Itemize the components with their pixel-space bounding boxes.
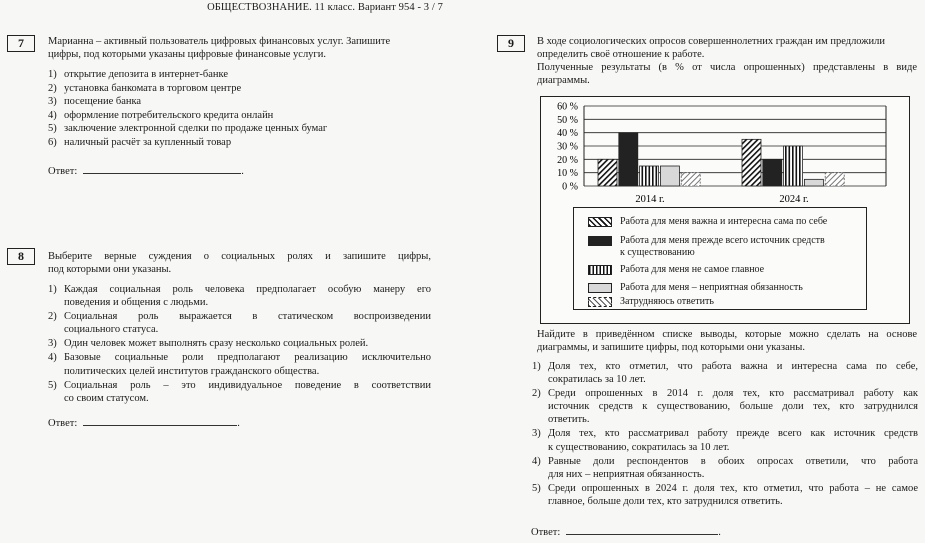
option-text: открытие депозита в интернет-банке [64, 69, 229, 80]
option-text [548, 482, 918, 508]
option-text [548, 455, 918, 481]
option-item [532, 387, 918, 426]
answer-field[interactable] [83, 163, 241, 174]
option-line: ответить. [548, 414, 590, 426]
y-tick-label: 40 % [557, 128, 578, 140]
question-7-text [48, 35, 438, 61]
legend-item [588, 264, 764, 276]
question-7-line: Марианна – активный пользователь цифровых финансовых услуг. Запишите [48, 36, 391, 47]
question-9-answer [531, 524, 721, 538]
y-tick-label: 60 % [557, 101, 578, 113]
option-line: Среди опрошенных в 2024 г. доля тех, кто отметил, что работа – не самое [548, 482, 918, 494]
legend-item [588, 235, 825, 259]
option-line: сократилась за 10 лет. [548, 374, 646, 386]
question-9-options [532, 360, 918, 509]
option-text [548, 360, 918, 386]
option-item [48, 109, 438, 123]
legend-item [588, 216, 827, 228]
option-item [48, 351, 431, 377]
option-item [48, 122, 438, 136]
question-8-options [48, 283, 431, 406]
legend-swatch [588, 217, 612, 227]
question-8-answer [48, 415, 240, 429]
answer-end: . [241, 166, 244, 177]
option-line: для них – неприятная обязанность. [548, 468, 705, 480]
option-number: 4) [532, 455, 541, 467]
question-8-line: Выберите верные суждения о социальных ролях и запишите цифры, [48, 251, 431, 262]
option-line: источник средств к существованию, больше доли тех, кто затруднился [548, 401, 918, 413]
question-7-number: 7 [7, 35, 35, 52]
option-number: 1) [532, 361, 541, 372]
option-text [548, 427, 918, 453]
answer-end: . [718, 527, 721, 538]
question-9-intro [537, 35, 917, 87]
question-9-line: определить своё отношение к работе. [537, 49, 705, 60]
option-number: 2) [48, 82, 57, 94]
answer-label: Ответ: [48, 166, 78, 177]
bar [598, 159, 617, 186]
option-line: Социальная роль выражается в статическом воспроизведении [64, 311, 431, 323]
option-item [48, 337, 431, 350]
option-item [48, 68, 438, 82]
x-tick-label: 2024 г. [779, 194, 809, 205]
legend-swatch [588, 297, 612, 307]
question-9-line: Полученные результаты (в % от числа опрошенных) представлены в виде [537, 62, 917, 73]
option-line: поведения и общения с людьми. [64, 297, 209, 309]
option-item [532, 427, 918, 453]
option-line: Среди опрошенных в 2014 г. доля тех, кто рассматривал работу как [548, 388, 918, 400]
chart-legend [573, 207, 867, 310]
option-item [48, 136, 438, 150]
option-text [548, 387, 918, 426]
legend-label [620, 264, 764, 276]
option-line: Один человек может выполнять сразу несколько социальных ролей. [64, 338, 369, 350]
bar [660, 166, 679, 186]
option-number: 6) [48, 136, 57, 148]
legend-line: Работа для меня важна и интересна сама по себе [620, 216, 828, 227]
option-text: посещение банка [64, 96, 142, 108]
answer-field[interactable] [566, 524, 718, 535]
question-9-line: диаграммы. [537, 75, 590, 86]
question-9-number: 9 [497, 35, 525, 52]
question-9-line: диаграммы, и запишите цифры, под которыми они указаны. [537, 342, 805, 353]
y-tick-label: 0 % [562, 181, 578, 193]
question-7-answer [48, 163, 244, 177]
legend-item [588, 296, 714, 308]
option-line: Социальная роль – это индивидуальное поведение в соответствии [64, 379, 431, 391]
question-8-line: под которыми они указаны. [48, 264, 172, 275]
legend-swatch [588, 283, 612, 293]
question-8-number: 8 [7, 248, 35, 265]
bar [619, 133, 638, 186]
y-tick-label: 10 % [557, 168, 578, 180]
question-8-text [48, 250, 431, 276]
option-number: 5) [532, 482, 541, 494]
option-text: заключение электронной сделки по продаже ценных бумаг [64, 123, 328, 135]
bar [804, 179, 823, 186]
legend-label [620, 296, 714, 308]
y-tick-label: 30 % [557, 141, 578, 153]
option-item [48, 82, 438, 96]
option-text: оформление потребительского кредита онлайн [64, 109, 274, 121]
bar [784, 146, 803, 186]
option-line: Каждая социальная роль человека предполагает особую манеру его [64, 284, 431, 295]
option-number: 1) [48, 69, 57, 80]
option-text [64, 379, 431, 405]
answer-field[interactable] [83, 415, 237, 426]
legend-swatch [588, 265, 612, 275]
legend-label [620, 216, 827, 228]
bar [763, 159, 782, 186]
option-text [64, 283, 431, 309]
legend-line: Работа для меня не самое главное [620, 264, 765, 275]
legend-swatch [588, 236, 612, 246]
option-item [532, 482, 918, 508]
option-number: 1) [48, 284, 57, 295]
question-9-line: В ходе социологических опросов совершеннолетних граждан им предложили [537, 36, 886, 47]
option-line: политических целей институтов гражданского общества. [64, 365, 320, 377]
option-item [48, 310, 431, 336]
option-item [48, 95, 438, 109]
option-number: 5) [48, 379, 57, 391]
option-item [532, 360, 918, 386]
bar [640, 166, 659, 186]
option-text: установка банкомата в торговом центре [64, 82, 242, 94]
legend-line: Работа для меня прежде всего источник средств [620, 235, 825, 246]
option-text [64, 310, 431, 336]
option-item [48, 283, 431, 309]
question-7-line: цифры, под которыми указаны цифровые финансовые услуги. [48, 49, 326, 60]
bar [742, 139, 761, 186]
x-tick-label: 2014 г. [635, 194, 665, 205]
option-text [64, 337, 431, 350]
question-7-options [48, 68, 438, 150]
option-line: к существованию, сократилась за 10 лет. [548, 441, 730, 453]
option-number: 2) [532, 388, 541, 400]
bar [681, 173, 700, 186]
option-line: Доля тех, кто рассматривал работу прежде всего как источник средств [548, 428, 918, 440]
legend-item [588, 282, 803, 294]
option-number: 4) [48, 109, 57, 121]
option-number: 5) [48, 123, 57, 135]
option-line: Базовые социальные роли предполагают реализацию исключительно [64, 352, 431, 364]
option-item [532, 455, 918, 481]
question-9-line: Найдите в приведённом списке выводы, которые можно сделать на основе [537, 329, 917, 340]
answer-label: Ответ: [48, 418, 78, 429]
option-text [64, 351, 431, 377]
y-tick-label: 50 % [557, 114, 578, 126]
answer-label: Ответ: [531, 527, 561, 538]
answer-end: . [237, 418, 240, 429]
legend-label [620, 235, 825, 259]
option-line: социального статуса. [64, 324, 159, 336]
option-number: 3) [48, 338, 57, 350]
option-line: Равные доли респондентов в обоих опросах ответили, что работа [548, 455, 918, 467]
bar [825, 173, 844, 186]
option-line: со своим статусом. [64, 392, 149, 404]
option-number: 3) [532, 428, 541, 440]
legend-label [620, 282, 803, 294]
legend-line: к существованию [620, 247, 695, 258]
option-number: 4) [48, 352, 57, 364]
option-text: наличный расчёт за купленный товар [64, 136, 232, 148]
option-line: Доля тех, кто отметил, что работа важна и интересна сама по себе, [548, 361, 918, 372]
bar-chart [540, 96, 908, 206]
y-tick-label: 20 % [557, 154, 578, 166]
question-9-task [537, 328, 917, 354]
option-number: 3) [48, 96, 57, 108]
option-line: главное, больше доли тех, кто затруднился ответить. [548, 495, 783, 507]
legend-line: Работа для меня – неприятная обязанность [620, 282, 803, 293]
page-header: ОБЩЕСТВОЗНАНИЕ. 11 класс. Вариант 954 - 3 / 7 [207, 2, 443, 13]
option-item [48, 379, 431, 405]
option-number: 2) [48, 311, 57, 323]
legend-line: Затрудняюсь ответить [620, 296, 714, 307]
